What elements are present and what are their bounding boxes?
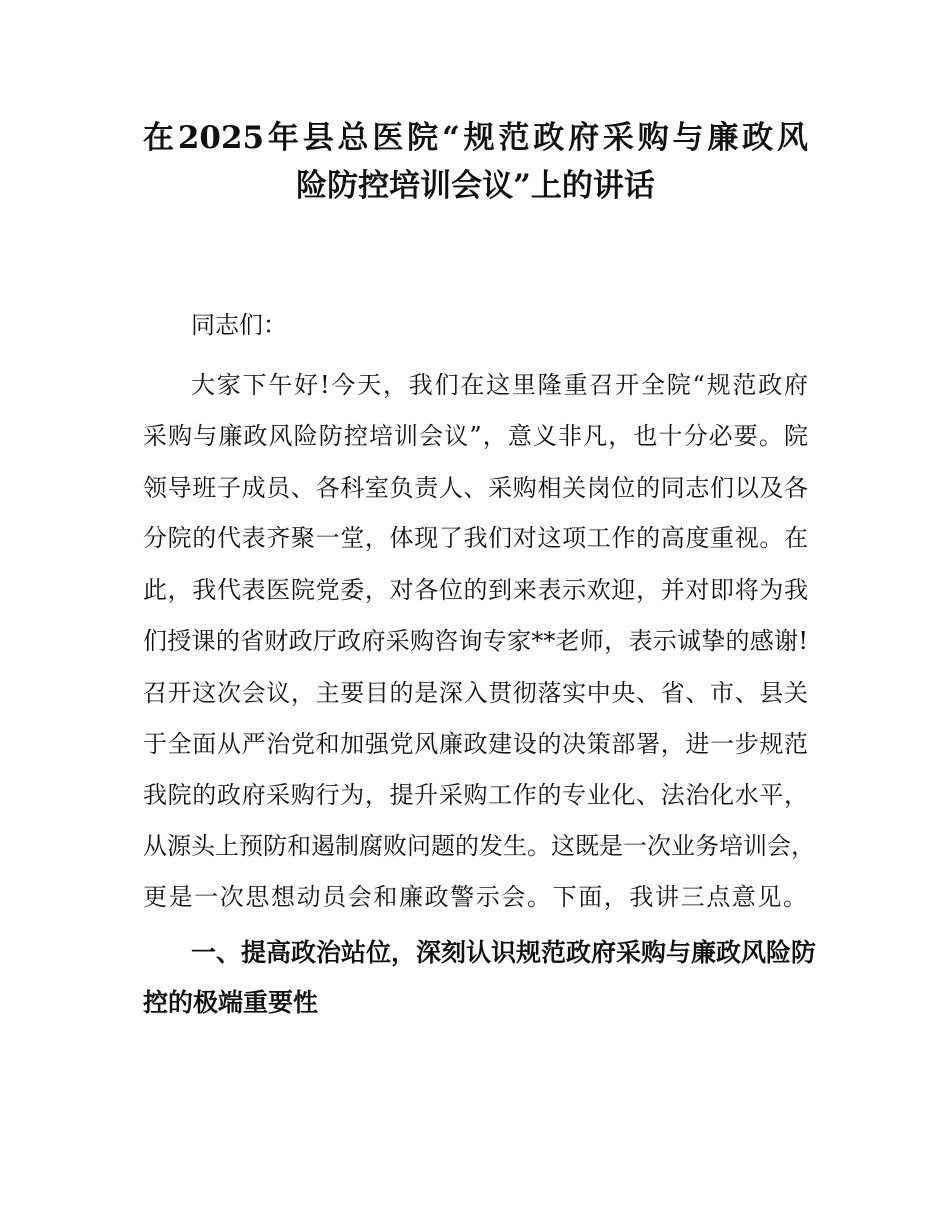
- paragraph-line: 分院的代表齐聚一堂，体现了我们对这项工作的高度重视。在: [143, 524, 808, 552]
- paragraph-line: 更是一次思想动员会和廉政警示会。下面，我讲三点意见。: [143, 883, 809, 911]
- paragraph-line: 采购与廉政风险防控培训会议”，意义非凡，也十分必要。院: [143, 422, 808, 450]
- paragraph-line: 从源头上预防和遏制腐败问题的发生。这既是一次业务培训会，: [143, 832, 815, 860]
- section-heading-line-1: 一、提高政治站位，深刻认识规范政府采购与廉政风险防: [191, 938, 817, 967]
- section-heading-line-2: 控的极端重要性: [143, 988, 319, 1017]
- paragraph-line: 此，我代表医院党委，对各位的到来表示欢迎，并对即将为我: [143, 576, 808, 604]
- document-title-line-2: 险防控培训会议”上的讲话: [296, 168, 655, 204]
- paragraph-line: 于全面从严治党和加强党风廉政建设的决策部署，进一步规范: [143, 730, 808, 758]
- paragraph-line: 我院的政府采购行为，提升采购工作的专业化、法治化水平，: [143, 781, 808, 809]
- paragraph-line: 召开这次会议，主要目的是深入贯彻落实中央、省、市、县关: [143, 679, 808, 707]
- salutation: 同志们：: [191, 311, 287, 339]
- paragraph-line: 们授课的省财政厅政府采购咨询专家**老师，表示诚挚的感谢!: [143, 627, 808, 655]
- paragraph-line: 大家下午好!今天，我们在这里隆重召开全院“规范政府: [191, 371, 808, 399]
- paragraph-line: 领导班子成员、各科室负责人、采购相关岗位的同志们以及各: [143, 474, 808, 502]
- document-title-line-1: 在2025年县总医院“规范政府采购与廉政风: [143, 120, 808, 156]
